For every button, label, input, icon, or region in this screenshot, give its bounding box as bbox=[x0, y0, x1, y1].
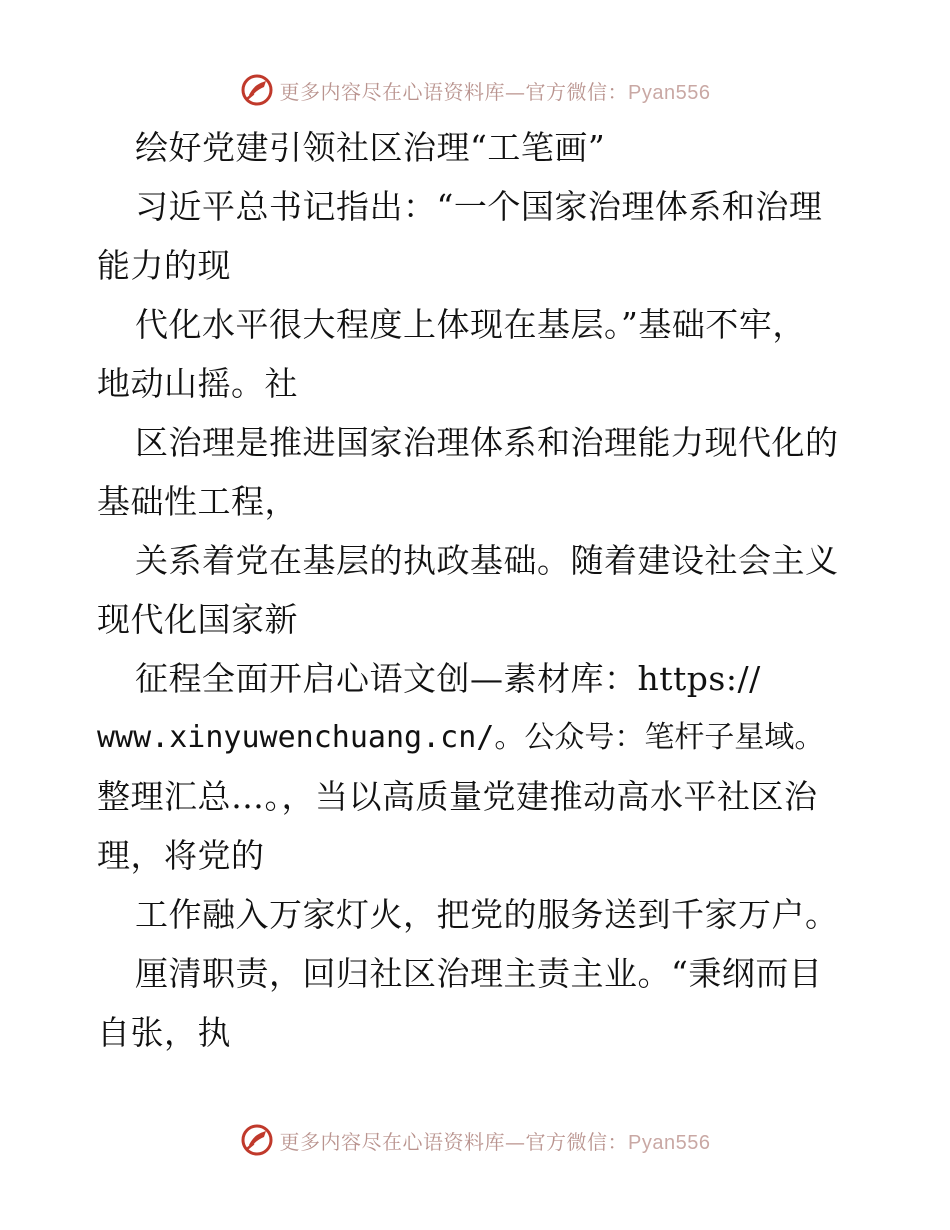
header-banner bbox=[0, 72, 950, 108]
paragraph-line: 代化水平很大程度上体现在基层。”基础不牢， bbox=[135, 305, 806, 344]
document-body bbox=[97, 118, 857, 1062]
paragraph-line: 现代化国家新 bbox=[97, 600, 298, 639]
document-title: 绘好党建引领社区治理“工笔画” bbox=[135, 128, 606, 167]
paragraph-line: 自张，执 bbox=[97, 1013, 231, 1052]
paragraph-line: 征程全面开启心语文创—素材库：https:// bbox=[135, 659, 761, 698]
paragraph-line: 区治理是推进国家治理体系和治理能力现代化的 bbox=[135, 423, 839, 462]
footer-banner-handle: Pyan556 bbox=[628, 1131, 711, 1154]
footer-banner-text bbox=[280, 1126, 711, 1155]
paragraph-line: 整理汇总…。，当以高质量党建推动高水平社区治 bbox=[97, 777, 818, 816]
paragraph-line: 关系着党在基层的执政基础。随着建设社会主义 bbox=[135, 541, 839, 580]
paragraph-line: 能力的现 bbox=[97, 246, 231, 285]
header-banner-label: 更多内容尽在心语资料库—官方微信： bbox=[279, 79, 629, 104]
paragraph-line: 基础性工程， bbox=[97, 482, 298, 521]
header-banner-text bbox=[280, 76, 711, 105]
logo-pen-icon bbox=[240, 1123, 274, 1157]
paragraph-line: 工作融入万家灯火，把党的服务送到千家万户。 bbox=[135, 895, 839, 934]
paragraph-line: 厘清职责，回归社区治理主责主业。“秉纲而目 bbox=[135, 954, 823, 993]
url-line: www.xinyuwenchuang.cn/。公众号：笔杆子星域。 bbox=[97, 720, 825, 755]
logo-pen-icon bbox=[240, 73, 274, 107]
footer-banner-label: 更多内容尽在心语资料库—官方微信： bbox=[279, 1129, 629, 1154]
paragraph-line: 习近平总书记指出：“一个国家治理体系和治理 bbox=[135, 187, 823, 226]
footer-banner bbox=[0, 1122, 950, 1158]
paragraph-line: 地动山摇。社 bbox=[97, 364, 298, 403]
header-banner-handle: Pyan556 bbox=[628, 81, 711, 104]
paragraph-line: 理，将党的 bbox=[97, 836, 265, 875]
